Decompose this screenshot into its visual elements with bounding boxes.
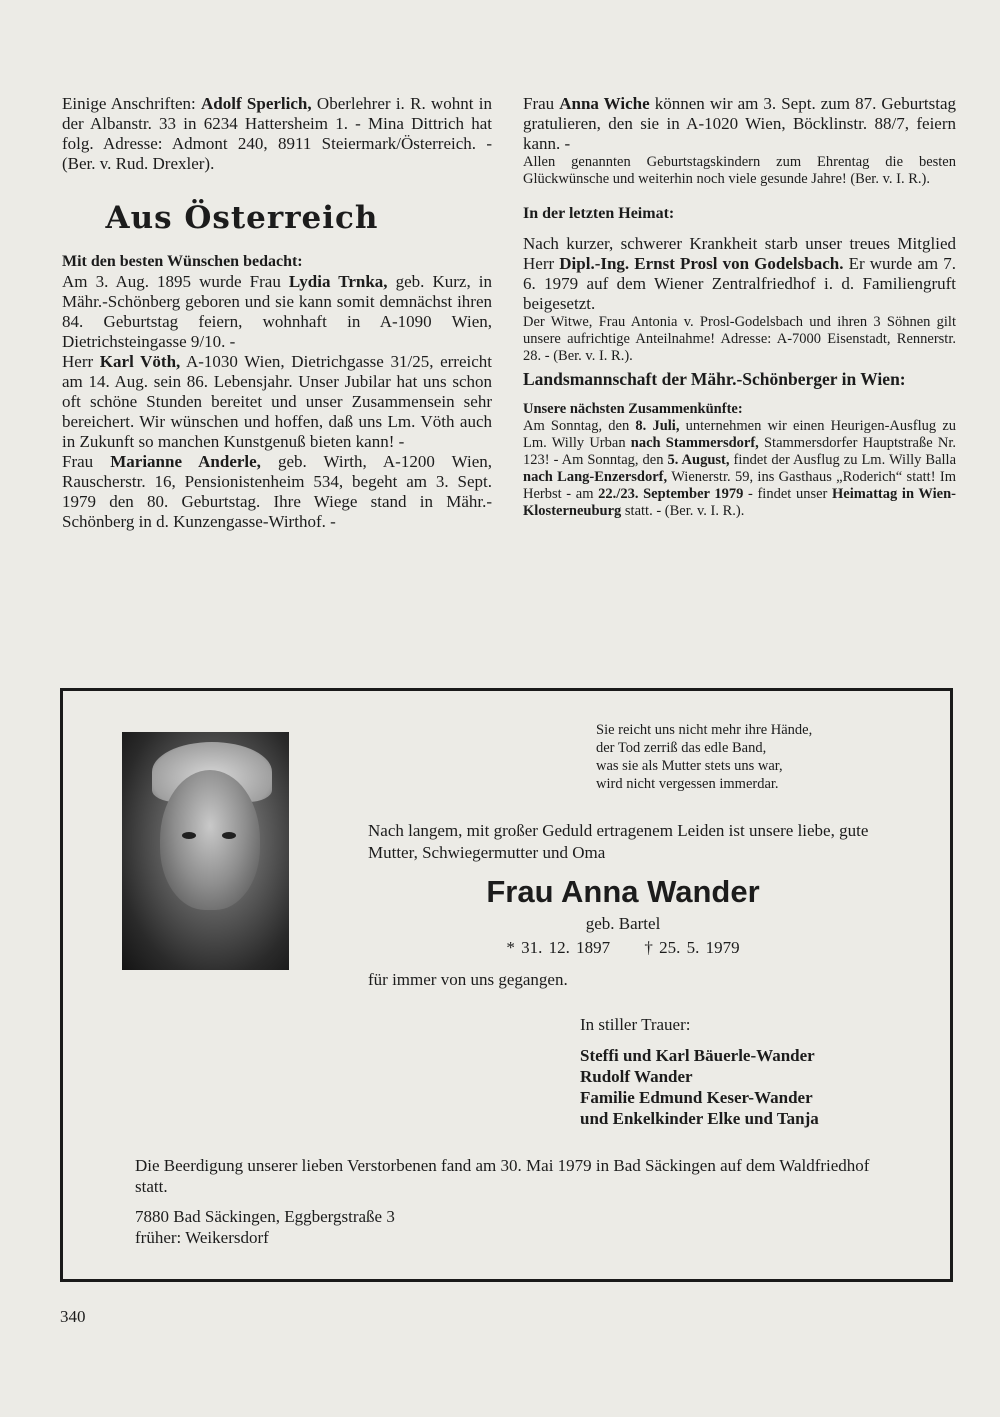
- condolence-note: Der Witwe, Frau Antonia v. Prosl-Godelsbach und ihren 3 Söhnen gilt unsere aufrichtige Anteilnahme! Adresse: A-7000 Eisenstadt, Rennerstr. 28. - (Ber. v. I. R.).: [523, 314, 956, 364]
- birth-date: * 31. 12. 1897: [506, 938, 611, 957]
- birthday-wiche-paragraph: Frau Anna Wiche können wir am 3. Sept. zum 87. Geburtstag gratulieren, den sie in A-1020 Wien, Böcklinstr. 88/7, feiern kann. -: [523, 94, 957, 153]
- verse-line: Sie reicht uns nicht mehr ihre Hände,: [596, 722, 813, 738]
- heading-best-wishes: Mit den besten Wünschen bedacht:: [62, 253, 303, 270]
- right-column: [523, 94, 956, 520]
- left-column: [62, 94, 492, 532]
- obituary-gone-text: für immer von uns gegangen.: [368, 970, 568, 989]
- maiden-name: geb. Bartel: [585, 914, 661, 933]
- addresses-paragraph: Einige Anschriften: Adolf Sperlich, Oberlehrer i. R. wohnt in der Albanstr. 33 in 6234 Hattersheim 1. - Mina Dittrich hat folg. Adresse: Admont 240, 8911 Steiermark/Österreich. - (Ber. v. Rud. Drexler).: [62, 94, 493, 173]
- family-address: [135, 1206, 395, 1248]
- mourners-block: [580, 1014, 819, 1129]
- heading-next-meetings: Unsere nächsten Zusammenkünfte:: [523, 401, 743, 417]
- address-line: 7880 Bad Säckingen, Eggbergstraße 3: [135, 1207, 395, 1226]
- heading-last-home: In der letzten Heimat:: [523, 205, 675, 222]
- mourner-family: Rudolf Wander: [580, 1067, 693, 1086]
- memorial-verse: [596, 721, 916, 793]
- birthday-wishes-note: Allen genannten Geburtstagskindern zum Ehrentag die besten Glückwünsche und weiterhin noch viele gesunde Jahre! (Ber. v. I. R.).: [523, 154, 956, 187]
- birthday-voeth-paragraph: Herr Karl Vöth, A-1030 Wien, Dietrichgasse 31/25, erreicht am 14. Aug. sein 86. Lebensjahr. Unser Jubilar hat uns schon oft schöne Stunden bereitet und unser Zusammensein sehr bereichert. Wir wünschen und hoffen, daß uns Lm. Vöth auch in Zukunft so manchen Kunstgenuß bieten kann! -: [62, 352, 492, 451]
- obituary-box: [60, 688, 953, 1282]
- obituary-intro: Nach langem, mit großer Geduld ertragenem Leiden ist unsere liebe, gute Mutter, Schwiegermutter und Oma: [368, 821, 869, 862]
- portrait-photo: [122, 732, 289, 970]
- verse-line: der Tod zerriß das edle Band,: [596, 740, 767, 756]
- funeral-notice: Die Beerdigung unserer lieben Verstorbenen fand am 30. Mai 1979 in Bad Säckingen auf dem Waldfriedhof statt.: [135, 1156, 870, 1196]
- deceased-name: Frau Anna Wander: [486, 874, 760, 909]
- birthday-trnka-paragraph: Am 3. Aug. 1895 wurde Frau Lydia Trnka, geb. Kurz, in Mähr.-Schönberg geboren und sie kann somit demnächst ihren 84. Geburtstag feiern, wohnhaft in A-1090 Wien, Dietrichsteingasse 9/10. -: [62, 272, 492, 351]
- life-dates: [368, 938, 878, 958]
- verse-line: was sie als Mutter stets uns war,: [596, 758, 783, 774]
- death-prosl-paragraph: Nach kurzer, schwerer Krankheit starb unser treues Mitglied Herr Dipl.-Ing. Ernst Prosl von Godelsbach. Er wurde am 7. 6. 1979 auf dem Wiener Zentralfriedhof i. d. Familiengruft beigesetzt.: [523, 234, 956, 313]
- section-title-aus-oesterreich: Aus Österreich: [105, 200, 379, 236]
- address-line: früher: Weikersdorf: [135, 1228, 269, 1247]
- birthday-anderle-paragraph: Frau Marianne Anderle, geb. Wirth, A-1200 Wien, Rauscherstr. 16, Pensionistenheim 534, begeht am 3. Sept. 1979 den 80. Geburtstag. Ihre Wiege stand in Mähr.-Schönberg in d. Kunzengasse-Wirthof. -: [62, 452, 492, 531]
- verse-line: wird nicht vergessen immerdar.: [596, 776, 779, 792]
- page-number: 340: [60, 1307, 86, 1326]
- mourner-family: Familie Edmund Keser-Wander: [580, 1088, 813, 1107]
- mourner-family: und Enkelkinder Elke und Tanja: [580, 1109, 819, 1128]
- death-date: † 25. 5. 1979: [644, 938, 740, 957]
- mourner-family: Steffi und Karl Bäuerle-Wander: [580, 1046, 815, 1065]
- mourners-label: In stiller Trauer:: [580, 1015, 691, 1034]
- heading-landsmannschaft: Landsmannschaft der Mähr.-Schönberger in Wien:: [523, 369, 906, 389]
- meetings-paragraph: Am Sonntag, den 8. Juli, unternehmen wir einen Heurigen-Ausflug zu Lm. Willy Urban nach Stammersdorf, Stammersdorfer Hauptstraße Nr. 123! - Am Sonntag, den 5. August, findet der Ausflug zu Lm. Willy Balla nach Lang-Enzersdorf, Wienerstr. 59, ins Gasthaus „Roderich“ statt! Im Herbst - am 22./23. September 1979 - findet unser Heimattag in Wien-Klosterneuburg statt. - (Ber. v. I. R.).: [523, 418, 957, 519]
